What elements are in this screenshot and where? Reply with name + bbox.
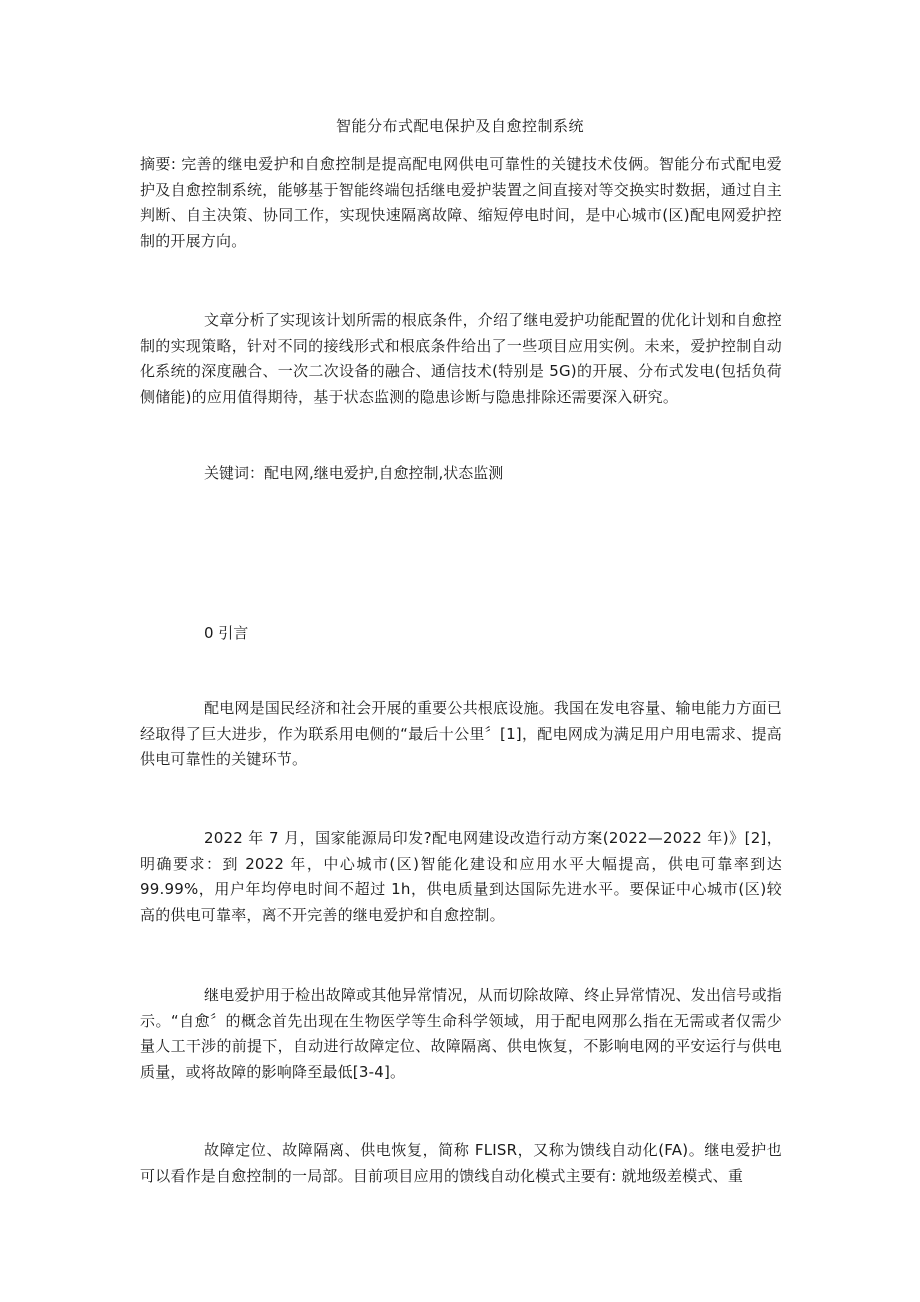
document-title: 智能分布式配电保护及自愈控制系统: [335, 117, 584, 135]
section-heading-introduction: 0 引言: [204, 624, 249, 642]
body-paragraph: 故障定位、故障隔离、供电恢复，简称 FLISR，又称为馈线自动化(FA)。继电爱护也可以看作是自愈控制的一局部。目前项目应用的馈线自动化模式主要有: 就地级差模式、重: [140, 1141, 782, 1185]
body-paragraph: 继电爱护用于检出故障或其他异常情况，从而切除故障、终止异常情况、发出信号或指示。“自愈〞的概念首先出现在生物医学等生命科学领域，用于配电网那么指在无需或者仅需少量人工干涉的前提下，自动进行故障定位、故障隔离、供电恢复，不影响电网的平安运行与供电质量，或将故障的影响降至最低[3-4]。: [140, 986, 782, 1081]
keywords-line: 关键词：配电网,继电爱护,自愈控制,状态监测: [204, 464, 504, 482]
analysis-paragraph: 文章分析了实现该计划所需的根底条件，介绍了继电爱护功能配置的优化计划和自愈控制的实现策略，针对不同的接线形式和根底条件给出了一些项目应用实例。未来，爱护控制自动化系统的深度融合、一次二次设备的融合、通信技术(特别是 5G)的开展、分布式发电(包括负荷侧储能)的应用值得期待，基于状态监测的隐患诊断与隐患排除还需要深入研究。: [140, 311, 782, 406]
abstract-paragraph: 摘要: 完善的继电爱护和自愈控制是提高配电网供电可靠性的关键技术伎俩。智能分布式配电爱护及自愈控制系统，能够基于智能终端包括继电爱护装置之间直接对等交换实时数据，通过自主判断、自主决策、协同工作，实现快速隔离故障、缩短停电时间，是中心城市(区)配电网爱护控制的开展方向。: [140, 155, 782, 250]
body-paragraph: 配电网是国民经济和社会开展的重要公共根底设施。我国在发电容量、输电能力方面已经取得了巨大进步，作为联系用电侧的“最后十公里〞[1]，配电网成为满足用户用电需求、提高供电可靠性的关键环节。: [140, 699, 782, 768]
body-paragraph: 2022 年 7 月，国家能源局印发?配电网建设改造行动方案(2022—2022 年)》[2]，明确要求：到 2022 年，中心城市(区)智能化建设和应用水平大幅提高，供电可靠率到达 99.99%，用户年均停电时间不超过 1h，供电质量到达国际先进水平。要保证中心城市(区)较高的供电可靠率，离不开完善的继电爱护和自愈控制。: [140, 829, 782, 924]
